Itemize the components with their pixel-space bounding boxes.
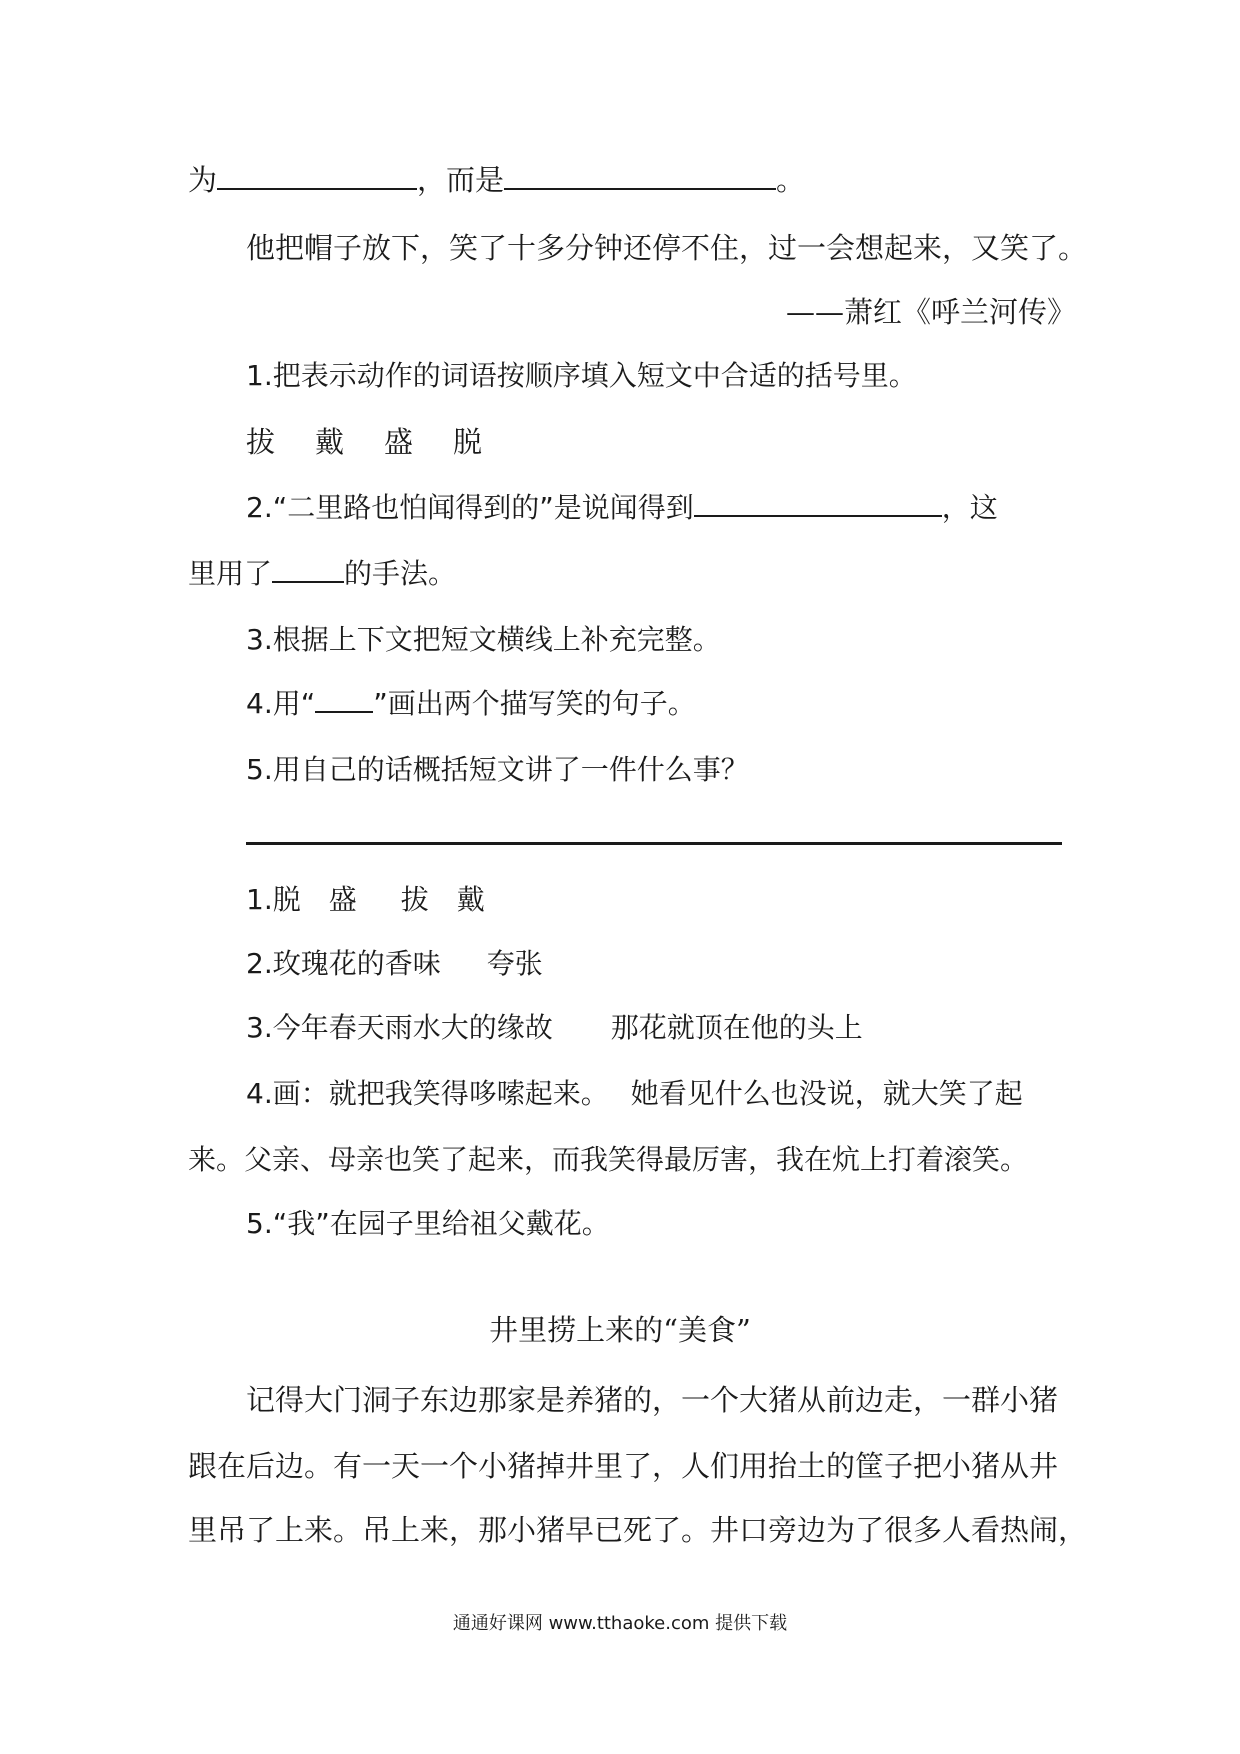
passage-line: 里吊了上来。吊上来，那小猪早已死了。井口旁边为了很多人看热闹， — [188, 1513, 1088, 1547]
fill-blank[interactable] — [504, 162, 776, 190]
answer-text: 3.今年春天雨水大的缘故 — [246, 1011, 553, 1044]
passage-line-2: 他把帽子放下，笑了十多分钟还停不住，过一会想起来，又笑了。 — [246, 231, 1088, 265]
question-4 — [246, 684, 696, 724]
question-text: 里用了 — [188, 557, 273, 590]
answer-text: 1. — [246, 883, 273, 916]
question-text: 的手法。 — [344, 557, 457, 590]
fill-blank[interactable] — [694, 489, 942, 517]
question-1: 1.把表示动作的词语按顺序填入短文中合适的括号里。 — [246, 359, 917, 392]
answer-text: 那花就顶在他的头上 — [610, 1011, 863, 1044]
answer-4-line-1 — [246, 1074, 1023, 1114]
answer-text: 夸张 — [486, 947, 543, 980]
passage-attribution: ——萧红《呼兰河传》 — [786, 295, 1077, 329]
answer-5: 5.“我”在园子里给祖父戴花。 — [246, 1207, 610, 1240]
answer-4-line-2: 来。父亲、母亲也笑了起来，而我笑得最厉害，我在炕上打着滚笑。 — [188, 1143, 1029, 1176]
answer-line[interactable] — [246, 842, 1062, 845]
answer-text: 2.玫瑰花的香味 — [246, 947, 441, 980]
answer-text: 她看见什么也没说，就大笑了起 — [630, 1077, 1023, 1110]
fill-blank[interactable] — [272, 555, 344, 583]
passage-line-1 — [188, 160, 805, 200]
question-3: 3.根据上下文把短文横线上补充完整。 — [246, 623, 721, 656]
answer-word: 拔 — [400, 883, 429, 916]
underline-sample — [315, 685, 373, 713]
answer-word: 盛 — [328, 883, 357, 916]
question-text: ，这 — [941, 491, 998, 524]
passage-line: 记得大门洞子东边那家是养猪的，一个大猪从前边走，一群小猪 — [246, 1383, 1059, 1417]
question-text: ”画出两个描写笑的句子。 — [373, 687, 696, 720]
answer-1 — [246, 880, 485, 920]
word-option: 戴 — [315, 425, 345, 459]
page-footer: 通通好课网 www.tthaoke.com 提供下载 — [452, 1613, 788, 1634]
word-option: 盛 — [384, 425, 414, 459]
answer-text: 4.画：就把我笑得哆嗦起来。 — [246, 1077, 609, 1110]
word-option: 拔 — [246, 425, 276, 459]
word-option: 脱 — [453, 425, 483, 459]
answer-word: 戴 — [456, 883, 485, 916]
passage-text: 。 — [776, 163, 806, 197]
question-text: 4.用“ — [246, 687, 316, 720]
question-2-line-2 — [188, 554, 456, 594]
question-1-words — [246, 422, 482, 462]
question-2-line-1 — [246, 488, 998, 528]
passage-title: 井里捞上来的“美食” — [489, 1313, 751, 1347]
answer-word: 脱 — [272, 883, 301, 916]
question-text: 2.“二里路也怕闻得到的”是说闻得到 — [246, 491, 694, 524]
fill-blank[interactable] — [217, 162, 417, 190]
passage-text: ，而是 — [417, 163, 505, 197]
question-5: 5.用自己的话概括短文讲了一件什么事？ — [246, 753, 749, 786]
answer-2 — [246, 944, 543, 984]
passage-text: 为 — [188, 163, 218, 197]
answer-3 — [246, 1008, 863, 1048]
passage-line: 跟在后边。有一天一个小猪掉井里了，人们用抬土的筐子把小猪从井 — [188, 1449, 1059, 1483]
